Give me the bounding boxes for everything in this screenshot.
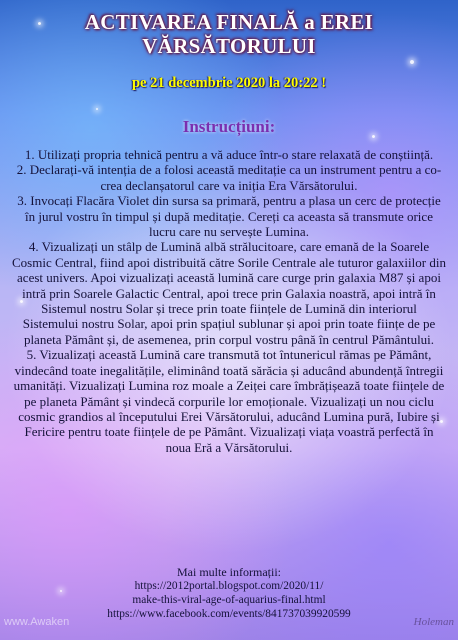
blog-link-line-1[interactable]: https://2012portal.blogspot.com/2020/11/ xyxy=(134,580,324,592)
page-title xyxy=(0,10,458,58)
title-line-1: ACTIVAREA FINALĂ a EREI xyxy=(84,10,374,34)
instructions-heading: Instrucțiuni: xyxy=(182,117,276,136)
title-line-2: VĂRSĂTORULUI xyxy=(142,34,316,58)
sparkle xyxy=(410,60,414,64)
watermark-left: www.Awaken xyxy=(4,616,70,628)
instruction-1: 1. Utilizați propria tehnică pentru a vă aduce într-o stare relaxată de conștiință. xyxy=(24,147,434,162)
instruction-3: 3. Invocați Flacăra Violet din sursa sa primară, pentru a plasa un cerc de protecție în jurul vostru în timpul și după meditație. Cereți ca aceasta să transmute orice lucru care nu servește Lumina. xyxy=(17,193,441,240)
sparkle xyxy=(96,108,98,110)
instruction-5: 5. Vizualizați această Lumină care transmută tot întunericul rămas pe Pământ, vindecând toate inegalitățile, eliminând toată sărăcia și aducând abundență întregii umanități. Vizualizați Lumina roz moale a Zeiței care îmbrățișează toate ființele de pe planeta Pământ și vindecă corpurile lor emoționale. Vizualizați un nou ciclu cosmic grandios al începutului Erei Vărsătorului, aducând Lumina pură, Iubire și Fericire pentru toate ființele de pe Pământ. Vizualizați viața voastră perfectă în noua Eră a Vărsătorului. xyxy=(13,347,445,455)
more-info-title: Mai multe informații: xyxy=(177,565,281,579)
watermark-right: Holeman xyxy=(413,616,454,628)
instruction-4: 4. Vizualizați un stâlp de Lumină albă strălucitoare, care emană de la Soarele Cosmic Central, fiind apoi distribuită către Sorile Centrale ale tuturor galaxiilor din acest univers. Apoi vizualizați această lumină care curge prin galaxia M87 și apoi intră prin Soarele Galactic Central, apoi trece prin Galaxia noastră, apoi intră în Sistemul nostru Solar și trece prin toate ființele de Lumină din interiorul Sistemului nostru Solar, apoi prin spațiul sublunar și apoi prin toate ființe de pe planeta Pământ și, de asemenea, prin corpul vostru până în centrul Pământului. xyxy=(12,239,446,347)
blog-link-line-2[interactable]: make-this-viral-age-of-aquarius-final.html xyxy=(132,594,326,606)
facebook-event-link[interactable]: https://www.facebook.com/events/841737039920599 xyxy=(107,608,351,620)
instruction-2: 2. Declarați-vă intenția de a folosi această meditație ca un instrument pentru a co-crea declanșatorul care va iniția Era Vărsătorului. xyxy=(16,162,442,193)
instructions-list xyxy=(12,147,446,455)
event-date: pe 21 decembrie 2020 la 20:22 ! xyxy=(131,75,327,91)
